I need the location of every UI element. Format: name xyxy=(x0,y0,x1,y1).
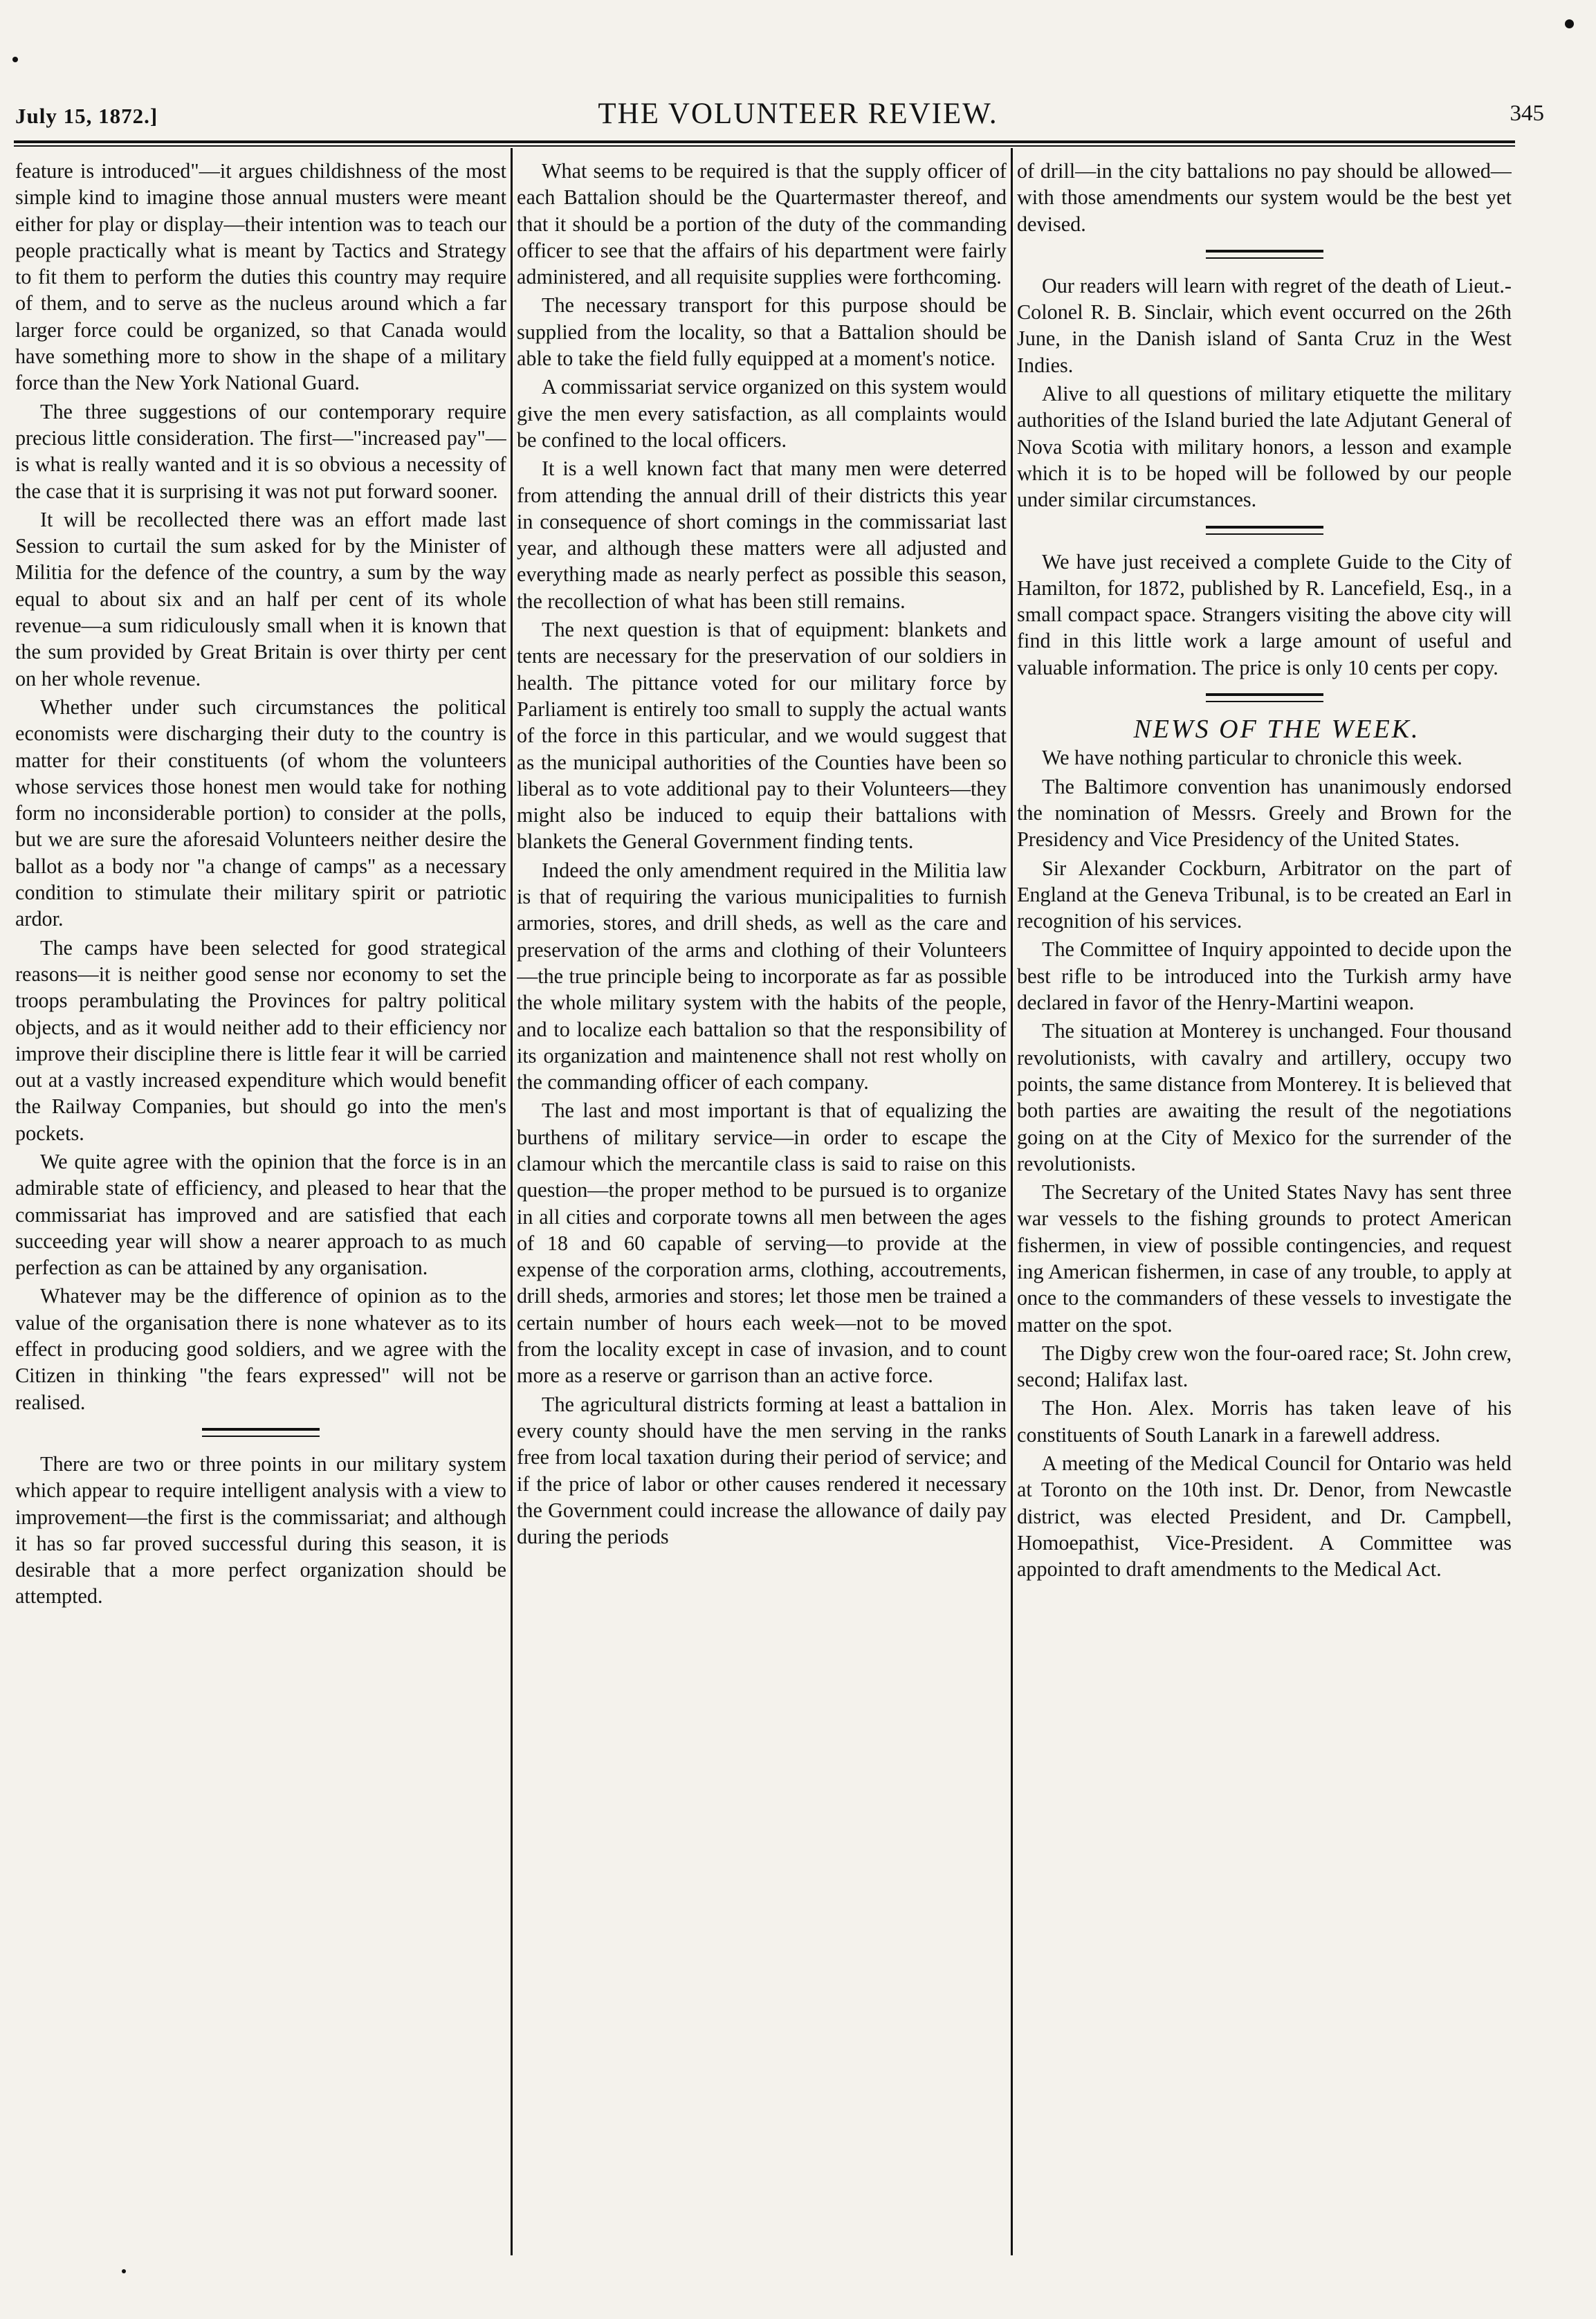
article-paragraph: We have just received a complete Guide to the City of Hamilton, for 1872, published by R. Lancefield, Esq., in a small compact space. Strangers visiting the above city will find in this little work a large amount of useful and valuable information. The price is only 10 cents per copy. xyxy=(1017,549,1512,679)
page-number: 345 xyxy=(1510,101,1544,126)
page-speck xyxy=(1565,19,1574,28)
article-paragraph: It is a well known fact that many men were deterred from attending the annual drill of their districts this year in consequence of short comings in the commissariat last year, and although these matters were all adjusted and everything made as nearly perfect as possible this season, the recollection of what has been still remains. xyxy=(517,457,1007,613)
page-speck xyxy=(12,57,18,62)
page-speck xyxy=(122,2269,126,2273)
masthead xyxy=(0,97,1596,138)
article-paragraph: The last and most important is that of equalizing the burthens of military service—in order to escape the clamour which the mercantile class is said to raise on this question—the proper method to be pursued is to organize in all cities and corporate towns all men between the ages of 18 and 60 capable of serving—to provide at the expense of the corporation arms, clothing, accoutrements, drill sheds, armories and stores; let those men be trained a certain number of hours each week—not to be moved from the locality except in case of invasion, and to count more as a reserve or garrison than an active force. xyxy=(517,1099,1007,1388)
article-paragraph: Whatever may be the difference of opinion as to the value of the organisation there is none whatever as to its effect in producing good soldiers, and we agree with the Citizen in thinking "the fears expressed" will not be realised. xyxy=(15,1284,506,1414)
column-rule xyxy=(1011,148,1013,2255)
article-paragraph: A meeting of the Medical Council for Ontario was held at Toronto on the 10th inst. Dr. Denor, from Newcastle district, was elected President, and Dr. Campbell, Homoepathist, Vice-President. A Committee was appointed to draft amendments to the Medical Act. xyxy=(1017,1451,1512,1582)
article-paragraph: Sir Alexander Cockburn, Arbitrator on the part of England at the Geneva Tribunal, is to be created an Earl in recognition of his services. xyxy=(1017,856,1512,933)
header-rule-thin xyxy=(14,145,1515,147)
article-paragraph: The Digby crew won the four-oared race; St. John crew, second; Halifax last. xyxy=(1017,1341,1512,1392)
column-rule xyxy=(511,148,513,2255)
article-paragraph: A commissariat service organized on this system would give the men every satisfaction, as all complaints would be confined to the local officers. xyxy=(517,375,1007,452)
article-paragraph: We have nothing particular to chronicle this week. xyxy=(1042,746,1462,770)
article-paragraph: Indeed the only amendment required in the Militia law is that of requiring the various municipalities to furnish armories, stores, and drill sheds, as well as the care and preservation of the arms and clothing of their Volunteers—the true principle being to incorporate as far as possible the whole military system with the habits of the people, and to localize each battalion so that the responsibility of its organization and maintenence shall not rest wholly on the commanding officer of each company. xyxy=(517,858,1007,1094)
article-paragraph: The situation at Monterey is unchanged. Four thousand revolutionists, with cavalry and artillery, occupy two points, the same distance from Monterey. It is believed that both parties are awaiting the result of the negotiations going on at the City of Mexico for the surrender of the revolutionists. xyxy=(1017,1019,1512,1175)
article-paragraph: Whether under such circumstances the political economists were discharging their duty to the country is matter for their constituents (of whom the volunteers whose services those honest men would take for nothing form no inconsiderable portion) to consider at the polls, but we are sure the aforesaid Volunteers neither desire the ballot as a body nor "a change of camps" as a necessary condition to stimulate their military spirit or patriotic ardor. xyxy=(15,695,506,931)
article-paragraph: The Hon. Alex. Morris has taken leave of his constituents of South Lanark in a farewell address. xyxy=(1017,1396,1512,1447)
article-paragraph: The necessary transport for this purpose should be supplied from the locality, so that a Battalion should be able to take the field fully equipped at a moment's notice. xyxy=(517,293,1007,371)
article-paragraph: The next question is that of equipment: blankets and tents are necessary for the preservation of our soldiers in health. The pittance voted for our military force by Parliament is entirely too small to supply the actual wants of the force in this particular, and we would suggest that as the municipal authorities of the Counties have been so liberal as to vote additional pay to their Volunteers—they might also be induced to equip their battalions with blankets the General Government finding tents. xyxy=(517,618,1007,854)
column-2 xyxy=(517,158,1007,2251)
article-paragraph: The Committee of Inquiry appointed to decide upon the best rifle to be introduced into the Turkish army have declared in favor of the Henry-Martini weapon. xyxy=(1017,937,1512,1015)
article-paragraph: What seems to be required is that the supply officer of each Battalion should be the Quartermaster thereof, and that it should be a portion of the duty of the commanding officer to see that the affairs of his department were fairly administered, and all requisite supplies were forthcoming. xyxy=(517,159,1007,289)
header-rule xyxy=(14,140,1515,143)
article-paragraph: feature is introduced"—it argues childishness of the most simple kind to imagine those annual musters were meant either for play or display—their intention was to teach our people practically what is meant by Tactics and Strategy to fit them to perform the duties this country may require of them, and to serve as the nucleus around which a far larger force could be organized, so that Canada would have something more to show in the shape of a military force than the New York National Guard. xyxy=(15,159,506,395)
article-paragraph: The agricultural districts forming at least a battalion in every county should have the men serving in the ranks free from local taxation during their period of service; and if the price of labor or other causes rendered it necessary the Government could increase the allowance of daily pay during the periods xyxy=(517,1392,1007,1549)
article-paragraph: There are two or three points in our military system which appear to require intelligent analysis with a view to improvement—the first is the commissariat; and although it has so far proved successful during this season, it is desirable that a more perfect organization should be attempted. xyxy=(15,1451,506,1608)
section-separator xyxy=(1206,693,1323,702)
article-paragraph: We quite agree with the opinion that the force is in an admirable state of efficiency, and pleased to hear that the commissariat has improved and are satisfied that each succeeding year will show a nearer approach to as much perfection as can be attained by any organisation. xyxy=(15,1149,506,1280)
section-heading: NEWS OF THE WEEK. xyxy=(1133,715,1420,744)
section-separator xyxy=(202,1428,320,1437)
article-paragraph: Alive to all questions of military etiquette the military authorities of the Island buried the late Adjutant General of Nova Scotia with military honors, a lesson and example which it is to be hoped will be followed by our people under similar circumstances. xyxy=(1017,382,1512,512)
article-paragraph: It will be recollected there was an effort made last Session to curtail the sum asked for by the Minister of Militia for the defence of the country, a sum by the way equal to about six and an half per cent of its whole revenue—a sum ridiculously small when it is known that the sum provided by Great Britain is over thirty per cent on her whole revenue. xyxy=(15,507,506,690)
column-1 xyxy=(15,158,506,2251)
article-paragraph: The Baltimore convention has unanimously endorsed the nomination of Messrs. Greely and Brown for the Presidency and Vice Presidency of the United States. xyxy=(1017,774,1512,852)
article-paragraph: The Secretary of the United States Navy has sent three war vessels to the fishing grounds to protect American fishermen, in view of possible contingencies, and request ing American fishermen, in case of any trouble, to apply at once to the commanders of these vessels to investigate the matter on the spot. xyxy=(1017,1180,1512,1337)
section-separator xyxy=(1206,526,1323,535)
issue-date: July 15, 1872.] xyxy=(15,104,158,128)
article-paragraph: The camps have been selected for good strategical reasons—it is neither good sense nor economy to set the troops perambulating the Provinces for paltry political objects, and as it would neither add to their efficiency nor improve their discipline there is little fear it will be carried out at a vastly increased expenditure which would benefit the Railway Companies, but should go into the men's pockets. xyxy=(15,935,506,1145)
section-separator xyxy=(1206,250,1323,259)
article-paragraph: Our readers will learn with regret of the death of Lieut.-Colonel R. B. Sinclair, which event occurred on the 26th June, in the Danish island of Santa Cruz in the West Indies. xyxy=(1017,273,1512,377)
newspaper-title: THE VOLUNTEER REVIEW. xyxy=(598,98,998,130)
article-paragraph: The three suggestions of our contemporary require precious little consideration. The first—"increased pay"—is what is really wanted and it is so obvious a necessity of the case that it is surprising it was not put forward sooner. xyxy=(15,399,506,503)
article-paragraph: of drill—in the city battalions no pay should be allowed—with those amendments our system would be the best yet devised. xyxy=(1017,159,1512,236)
column-3 xyxy=(1017,158,1512,2251)
